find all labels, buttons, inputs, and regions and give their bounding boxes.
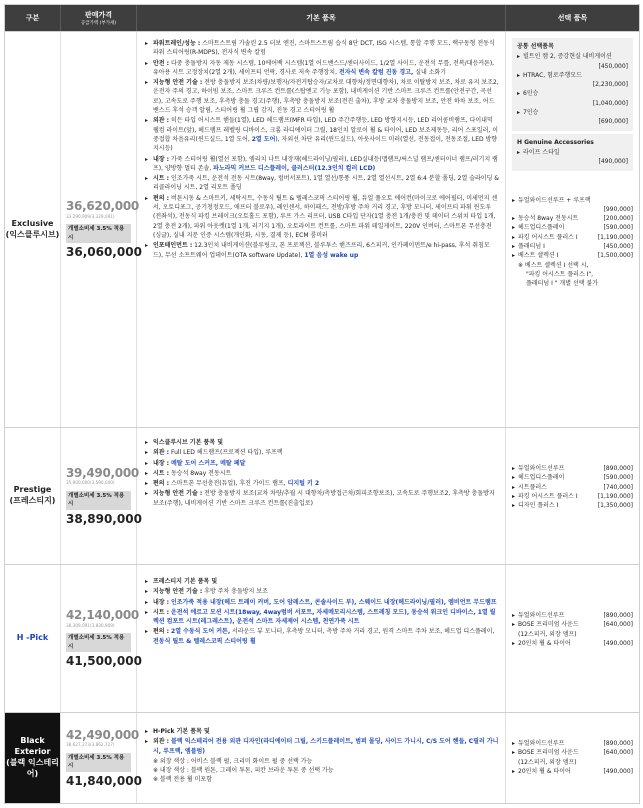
option-item — [512, 196, 633, 205]
option-item — [512, 223, 633, 232]
item-text: Full LED 헤드램프(프로젝션 타입), 루프랙 — [169, 449, 283, 457]
basic-item — [145, 627, 499, 646]
item-key: 시트 : — [153, 175, 170, 183]
header-basic-items: 기본 품목 — [137, 5, 506, 31]
price-cell — [61, 713, 142, 803]
item-text: 후방 주차 충돌방지 보조 — [202, 588, 268, 596]
option-item — [512, 464, 633, 473]
item-highlight: 블랙 익스테리어 전용 외관 디자인(라디에이터 그릴, 스키드플레이트, 범퍼 몰딩, 사이드 가니시, C/S 도어 핸들, C필러 가니시, 루프랙, 엠블럼) — [153, 738, 499, 755]
tax-tag: 개별소비세 3.5% 적용 시 — [66, 633, 131, 652]
trim-row-exclusive — [5, 31, 639, 427]
option-items — [506, 565, 639, 712]
basic-item — [145, 598, 499, 607]
option-item — [512, 242, 633, 251]
option-name: (12스피커, 외장 앰프) — [518, 758, 577, 766]
item-text: 히든 타입 어시스트 핸들(1열), LED 헤드램프(MFR 타입), LED 주간주행등, LED 방향지시등, LED 리어콤비램프, 다이내믹 웰컴 라이트(앞), 헤드램프 레벨링 디바이스, 크롬 라디에이터 그릴, 18인치 알로이 휠 & 타이어, LED 보조제동등, 리어 스포일러, 이중접합 차음유리(윈드실드, 1열 도어, — [153, 117, 499, 143]
price-cell — [61, 565, 142, 712]
option-item — [512, 483, 633, 492]
option-item — [512, 758, 633, 767]
option-name: ▸ HTRAC, 험로주행모드 — [517, 71, 582, 80]
basic-item — [145, 39, 499, 58]
item-key: 시트 : — [153, 469, 170, 477]
option-price: [1,190,000] — [597, 233, 633, 241]
item-highlight: 파노라믹 커브드 디스플레이, 클러스터(12.3인치 컬러 LCD) — [213, 164, 376, 172]
tax-tag: 개별소비세 3.5% 적용 시 — [66, 224, 131, 243]
price: 39,490,000 — [66, 465, 139, 480]
option-item — [512, 473, 633, 482]
option-name: ▸ 듀얼와이드선루프 — [512, 611, 564, 620]
basic-item — [145, 59, 499, 78]
option-name: ▸ 6인승 — [517, 89, 538, 98]
option-name: ▸ BOSE 프리미엄 사운드 — [512, 748, 579, 757]
tax-tag: 개별소비세 3.5% 적용 시 — [66, 491, 131, 510]
basic-item — [145, 448, 499, 457]
item-key: 지능형 안전 기술 : — [153, 79, 203, 87]
option-item — [517, 89, 628, 98]
item-text: 전방 충돌방지 보조(차량/보행자/자전거탑승자/교차로 대향차/정면대향차), 차로 이탈방지 보조, 차로 유지 보조2, 운전자 주의 경고, 하이빔 보조, 스마트 크루즈 컨트롤(스탑앤고 기능 포함), 내비게이션 기반 스마트 크루즈 컨트롤(안전구간, 곡선로), 고속도로 주행 보조, 후측방 충돌 경고(주행), 후측방 충돌방지 보조(전진 출차), 후방 교차 충돌방지 보조, 안전 하차 보조, 어드밴스드 후석 승객 알림, 스티어링 휠 그립 감지, 진동 경고 스티어링 휠 — [153, 79, 499, 115]
basic-item — [145, 479, 499, 488]
item-key: 파워트레인/성능 : — [153, 40, 201, 47]
supply-price: 38,627,273(3,862,727) — [66, 742, 115, 748]
trim-name: Black Exterior (블랙 익스테리어) — [5, 713, 61, 803]
option-item — [517, 148, 628, 157]
option-name: ▸ 파킹 어시스트 플러스 I — [512, 233, 578, 242]
option-name: ▸ 파킹 어시스트 플러스 I — [512, 492, 578, 501]
item-key: 편의 : — [153, 628, 170, 636]
item-highlight: 디지털 키 2 — [287, 480, 320, 488]
option-name: ▸ 듀얼와이드선루프 + 루프랙 — [512, 196, 591, 205]
basic-items — [137, 32, 506, 427]
option-price: [1,500,000] — [597, 252, 633, 260]
item-highlight: 1열 음성 wake up — [304, 251, 359, 259]
basic-item — [145, 587, 499, 596]
item-highlight: 전자식 변속 칼럼 진동 경고, — [338, 68, 414, 76]
basic-item — [145, 174, 499, 193]
note-line: ※ 내장 색상 : 블랙 원톤, 그레이 투톤, 피칸 브라운 투톤 중 선택 가능 — [153, 767, 334, 775]
basic-items: ▸ H-Pick 기본 품목 및 ▸ 외관 : 블랙 익스테리어 전용 외관 디자인(라디에이터 그릴, 스키드플레이트, 범퍼 몰딩, 사이드 가니시, C/S 도어 핸들, C필러 가니시, 루프랙, 엠블럼) ※ 외장 색상 : 어비스 블랙 펄, 크리미 화이트 펄 중 선택 가능 ※ 내장 색상 : 블랙 원톤, 그레이 투톤, 피칸 브라운 투톤 중 선택 가능 ※ 블랙 전용 휠 미포함 — [137, 713, 506, 803]
item-key: 지능형 안전 기술 : — [153, 588, 203, 596]
option-item — [512, 233, 633, 242]
option-price: [590,000] — [603, 224, 633, 232]
option-price: [450,000] — [598, 62, 628, 70]
option-price: [640,000] — [603, 749, 633, 757]
option-name: ▸ 20인치 휠 & 타이어 — [512, 767, 571, 776]
option-item — [512, 214, 633, 223]
item-key: 시트 : — [153, 608, 170, 616]
option-item — [512, 251, 633, 260]
option-name: ▸ 동승석 8way 전동시트 — [512, 214, 578, 223]
option-price: [200,000] — [603, 215, 633, 223]
option-name: (12스피커, 외장 앰프) — [518, 630, 577, 638]
option-item — [512, 639, 633, 648]
item-text: 실내 소화기 — [413, 68, 447, 76]
item-key: 편의 : — [153, 194, 170, 202]
option-price: [990,000] — [603, 205, 633, 213]
price-table — [4, 4, 640, 804]
option-items — [506, 713, 639, 803]
table-header — [5, 5, 639, 31]
supply-price: 33,290,909(3,329,091) — [66, 213, 115, 219]
option-note: ※ 베스트 셀렉션 I 선택 시, — [518, 261, 589, 269]
option-name: ▸ BOSE 프리미엄 사운드 — [512, 620, 579, 629]
item-highlight: 운전석 에르고 모션 시트(18way, 4way럼버 서포트, 자세메모리시스템, 스트레칭 모드), 동승석 워크인 디바이스, 1열 릴렉션 컴포트 시트(레그레스트), 운전석 스마트 자세제어 시스템, 천연가죽 시트 — [153, 608, 496, 626]
item-text: 가죽 스티어링 휠(열선 포함), 엠리치 나트 내장재(헤드라이닝/필러), LED실내등(맵램프/써스널 램프/센터이너 램프/러기지 램프), 양방향 멀티 존솔, — [153, 155, 498, 172]
header-category: 구분 — [5, 5, 61, 31]
option-name: ▸ 듀얼와이드선루프 — [512, 739, 564, 748]
note-line: ※ 블랙 전용 휠 미포함 — [153, 776, 213, 784]
basic-item — [145, 608, 499, 627]
item-text: 다중 충돌방지 자동 제동 시스템, 10에어백 시스템(1열 어드밴스드/센터사이드, 1/2열 사이드, 운전석 무릎, 전복/대응커튼), 유아용 시트 고정장치(2열 2개), 세이프티 언락, 경사로 저속 주행장치, — [153, 59, 495, 76]
basic-item — [145, 241, 499, 260]
price: 36,620,000 — [66, 199, 139, 214]
basic-items: ▸ 익스클루시브 기본 품목 및 ▸ 외관 : Full LED 헤드램프(프로젝션 타입), 루프랙 ▸ 내장 : 메탈 도어 스커프, 메탈 페달 ▸ 시트 : 동승석 8way 전동시트 ▸ 편의 : 스마트폰 무선충전(듀얼), 후진 가이드 램프, 디지털 키 2 ▸ 지능형 안전 기술 : 전방 충돌방지 보조(교차 차량/추월 시 대향차/측방접근차/회피조향보조), 고속도로 주행보조2, 후측방 충돌방지보조(주행), 내비게이션 기반 스마트 크루즈 컨트롤(진출입로) — [137, 428, 506, 564]
item-key: 내장 : — [153, 155, 170, 163]
item-text: ), 자외선 차단 유리(윈드실드), 아웃사이드 미러(열선, 전동접이, 전동조절, LED 방향지시등) — [153, 135, 498, 153]
item-text: 스마트스트림 가솔린 2.5 터보 엔진, 스마트스트림 습식 8단 DCT, ISG 시스템, 통합 주행 모드, 랙구동형 전동식 파워 스티어링(R-MDPS), 전자식 변속 칼럼 — [153, 40, 495, 57]
supply-price: 35,900,000(3,590,000) — [66, 480, 115, 486]
option-name: ▸ 디자인 플러스 I — [512, 501, 558, 510]
supply-price: 38,309,091(3,830,909) — [66, 622, 115, 628]
basic-item — [145, 459, 499, 468]
item-highlight: 메탈 도어 스커프, 메탈 페달 — [171, 459, 246, 467]
item-text: 전방 충돌방지 보조(교차 차량/추월 시 대향차/측방접근차/회피조향보조), 고속도로 주행보조2, 후측방 충돌방지보조(주행), 내비게이션 기반 스마트 크루즈 컨트롤(진출입로) — [153, 490, 495, 507]
option-name: ▸ 베스트 셀렉션 I — [512, 251, 558, 260]
option-note: "파킹 어시스트 플러스 I", — [526, 270, 594, 278]
final-price: 36,060,000 — [66, 245, 142, 260]
header-price: 판매가격 공급가액 (부가세) — [61, 5, 137, 31]
option-price: [690,000] — [598, 118, 628, 126]
option-name: ▸ 7인승 — [517, 108, 538, 117]
item-key: 외관 : — [153, 117, 170, 125]
final-price: 38,890,000 — [66, 511, 142, 526]
option-name: ▸ 플래티넘 I — [512, 242, 545, 251]
item-highlight: 2열 수동식 도어 커튼, — [171, 628, 231, 636]
basic-item — [145, 469, 499, 478]
price-cell — [61, 428, 142, 564]
item-key: 지능형 안전 기술 : — [153, 490, 203, 498]
option-price: [590,000] — [603, 474, 633, 482]
option-price: [890,000] — [603, 740, 633, 747]
option-price: [890,000] — [603, 612, 633, 619]
option-name: ▸ 헤드업디스플레이 — [512, 473, 564, 482]
item-key: 편의 : — [153, 480, 170, 488]
trim-name: Exclusive (익스클루시브) — [5, 32, 61, 427]
basic-item — [145, 489, 499, 508]
trim-name: Prestige (프레스티지) — [5, 428, 61, 564]
option-price: [450,000] — [603, 243, 633, 251]
option-name: ▸ 라이프 스타일 — [517, 148, 560, 157]
trim-row-hpick — [5, 564, 639, 712]
note-line: ※ 외장 색상 : 어비스 블랙 펄, 크리미 화이트 펄 중 선택 가능 — [153, 757, 313, 765]
item-text: 인조가죽 시트, 운전석 전동 시트(8way, 럼버서포트), 1열 열선/통풍 시트, 2열 열선시트, 2열 6:4 분할 폴딩, 2열 슬라이딩 & 리클라이닝 시트, 2열 리모트 폴딩 — [153, 175, 499, 192]
item-key: 외관 : — [153, 449, 170, 457]
option-item — [517, 52, 628, 61]
option-item — [512, 739, 633, 748]
option-item — [512, 748, 633, 757]
option-items — [506, 32, 639, 427]
item-text: 버튼시동 & 스마트키, 세탁시트, 수동식 틸트 & 텔레스코픽 스티어링 휠, 듀얼 풀오토 에어컨(마이크로 에어필터, 미세먼지 센서, 오토디포그, 공기청정모드, 애프터 블로우), 레인센서, 하이패스, 전방/후방 주차 거리 경고, 후방 모니터, 세이프티 파워 윈도우(전좌석), 전동식 파킹 브레이크(오토홀드 포함), 루프 가스 리프터, USB C타입 단자(1열 충전 1개/충전 및 데이터 스위치 타입 1개, 2열 충전 2개), 파워 아웃렛(1열 1개, 러기지 1개), 오토라이트 컨트롤, 스마트 파워 테일게이트, 220V 인버터, 스마트폰 무선충전(싱글), 실내 지문 인증 시스템(개인화, 시동, 결제 등), ECM 룸미러 — [153, 194, 498, 239]
basic-item — [145, 116, 499, 153]
option-item — [517, 71, 628, 80]
option-name: ▸ 헤드업디스플레이 — [512, 223, 564, 232]
option-item — [512, 501, 633, 510]
option-item — [512, 767, 633, 776]
accessories-box: H Genuine Accessories ▸ 라이프 스타일 [490,000] — [512, 134, 633, 171]
final-price: 41,500,000 — [66, 654, 142, 669]
option-price: [1,190,000] — [597, 492, 633, 500]
option-price: [1,350,000] — [597, 502, 633, 510]
basic-items: ▸ 프레스티지 기본 품목 및 ▸ 지능형 안전 기술 : 후방 주차 충돌방지 보조 ▸ 내장 : 인조가죽 적용 내장(헤드 트레이 커버, 도어 암레스트, 콘솔사이드 부), 스웨이드 내장(헤드라이닝/필러), 엠비언트 무드램프 ▸ 시트 : 운전석 에르고 모션 시트(18way, 4way럼버 서포트, 자세메모리시스템, 스트레칭 모드), 동승석 워크인 디바이스, 1열 릴렉션 컴포트 시트(레그레스트), 운전석 스마트 자세제어 시스템, 천연가죽 시트 ▸ 편의 : 2열 수동식 도어 커튼, 서라운드 뷰 모니터, 후측방 모니터, 측방 주차 거리 경고, 원격 스마트 주차 보조, 헤드업 디스플레이, 전동식 틸트 & 텔레스코픽 스티어링 휠 — [137, 565, 506, 712]
basic-item — [145, 737, 499, 756]
item-key: 인포테인먼트 : — [153, 242, 193, 250]
option-item — [517, 108, 628, 117]
option-name: ▸ 빌트인 캠 2, 증강현실 내비게이션 — [517, 52, 612, 61]
option-item — [512, 630, 633, 639]
option-price: [490,000] — [598, 158, 628, 166]
option-price: [890,000] — [603, 465, 633, 472]
item-highlight: 전동식 틸트 & 텔레스코픽 스티어링 휠 — [153, 637, 256, 645]
option-name: ▸ 시트플러스 — [512, 483, 547, 492]
price-cell — [61, 32, 142, 427]
basic-item — [145, 194, 499, 240]
option-item — [512, 611, 633, 620]
basic-item — [145, 78, 499, 115]
item-highlight: 인조가죽 적용 내장(헤드 트레이 커버, 도어 암레스트, 콘솔사이드 부), 스웨이드 내장(헤드라이닝/필러), 엠비언트 무드램프 — [171, 598, 497, 606]
item-key: 내장 : — [153, 459, 170, 467]
option-name: ▸ 듀얼와이드선루프 — [512, 464, 564, 473]
item-text: 스마트폰 무선충전(듀얼), 후진 가이드 램프, — [169, 480, 288, 488]
item-highlight: 2열 도어 — [251, 135, 276, 143]
option-price: [1,040,000] — [592, 99, 628, 107]
trim-row-black-exterior — [5, 712, 639, 803]
option-price: [490,000] — [603, 639, 633, 647]
final-price: 41,840,000 — [66, 773, 142, 788]
price: 42,490,000 — [66, 727, 139, 742]
item-key: 외관 : — [153, 738, 170, 746]
option-items — [506, 428, 639, 564]
header-option-items: 선택 품목 — [557, 13, 588, 22]
price: 42,140,000 — [66, 608, 139, 623]
item-key: 내장 : — [153, 598, 170, 606]
option-price: [640,000] — [603, 621, 633, 629]
trim-row-prestige — [5, 427, 639, 564]
option-item — [512, 620, 633, 629]
item-text: 서라운드 뷰 모니터, 후측방 모니터, 측방 주차 거리 경고, 원격 스마트 주차 보조, 헤드업 디스플레이, — [230, 628, 495, 636]
option-price: [2,230,000] — [592, 81, 628, 89]
option-price: [740,000] — [603, 483, 633, 491]
option-name: ▸ 20인치 휠 & 타이어 — [512, 639, 571, 648]
trim-name: H -Pick — [5, 565, 61, 712]
item-text: 동승석 8way 전동시트 — [169, 469, 232, 477]
basic-item — [145, 155, 499, 174]
option-note: 플래티넘 I " 개별 선택 불가 — [526, 280, 599, 288]
option-price: [490,000] — [603, 767, 633, 775]
option-item — [512, 492, 633, 501]
item-text: 12.3인치 내비게이션(블루링크, 폰 프로젝션, 블루투스 핸즈프리, 6스피커, 인카페이먼트/e hi-pass, 후석 취침모드), 무선 소프트웨어 업데이트(OTA software Update), — [153, 242, 490, 259]
common-options-box: 공통 선택품목 ▸ 빌트인 캠 2, 증강현실 내비게이션 [450,000] ▸ HTRAC, 험로주행모드 [2,230,000] ▸ 6인승 [1,040,000] ▸ 7인승 [690,000] — [512, 38, 633, 131]
tax-tag: 개별소비세 3.5% 적용 시 — [66, 753, 131, 772]
item-key: 안전 : — [153, 59, 170, 67]
